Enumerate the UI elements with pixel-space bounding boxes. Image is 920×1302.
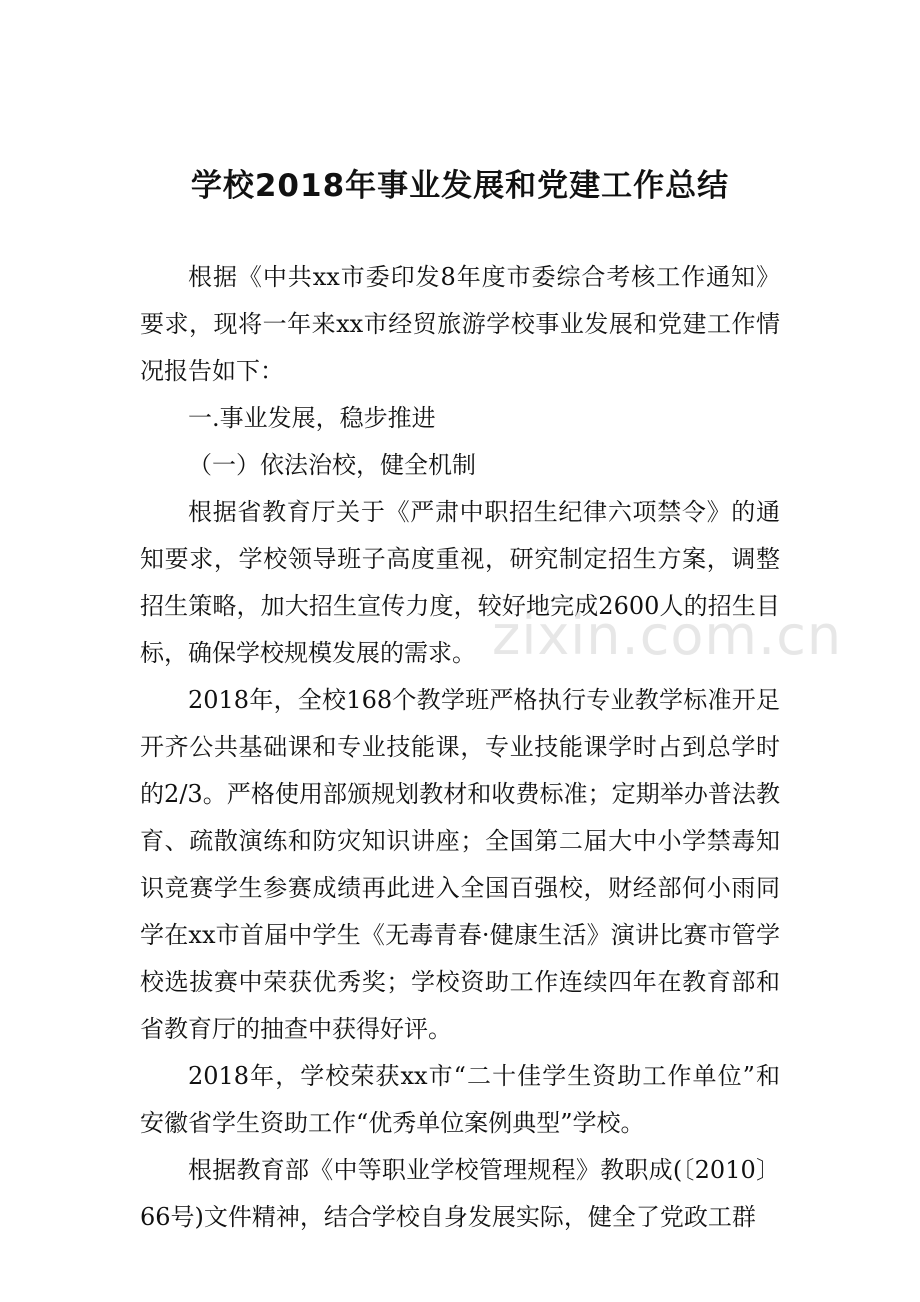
watermark: zixin.com.cn [492, 604, 843, 667]
subsection-heading: （一）依法治校，健全机制 [188, 451, 476, 479]
document-body [140, 254, 780, 1241]
paragraph-teaching: 2018年，全校168个教学班严格执行专业教学标准开足开齐公共基础课和专业技能课，专业技能课学时占到总学时的2/3。严格使用部颁规划教材和收费标准；定期举办普法教育、疏散演练和防灾知识讲座；全国第二届大中小学禁毒知识竞赛学生参赛成绩再此进入全国百强校，财经部何小雨同学在xx市首届中学生《无毒青春·健康生活》演讲比赛市管学校选拔赛中荣获优秀奖；学校资助工作连续四年在教育部和省教育厅的抽查中获得好评。 [140, 686, 780, 1043]
paragraph-intro: 根据《中共xx市委印发8年度市委综合考核工作通知》要求，现将一年来xx市经贸旅游学校事业发展和党建工作情况报告如下： [140, 263, 780, 385]
paragraph-management: 根据教育部《中等职业学校管理规程》教职成(〔2010〕66号)文件精神，结合学校自身发展实际，健全了党政工群 [140, 1156, 780, 1231]
section-heading: 一.事业发展，稳步推进 [188, 404, 436, 432]
paragraph-enrollment: 根据省教育厅关于《严肃中职招生纪律六项禁令》的通知要求，学校领导班子高度重视，研究制定招生方案，调整招生策略，加大招生宣传力度，较好地完成2600人的招生目标，确保学校规模发展的需求。 [140, 498, 780, 667]
paragraph-awards: 2018年，学校荣获xx市“二十佳学生资助工作单位”和安徽省学生资助工作“优秀单位案例典型”学校。 [140, 1062, 780, 1137]
document-title: 学校2018年事业发展和党建工作总结 [190, 168, 730, 204]
